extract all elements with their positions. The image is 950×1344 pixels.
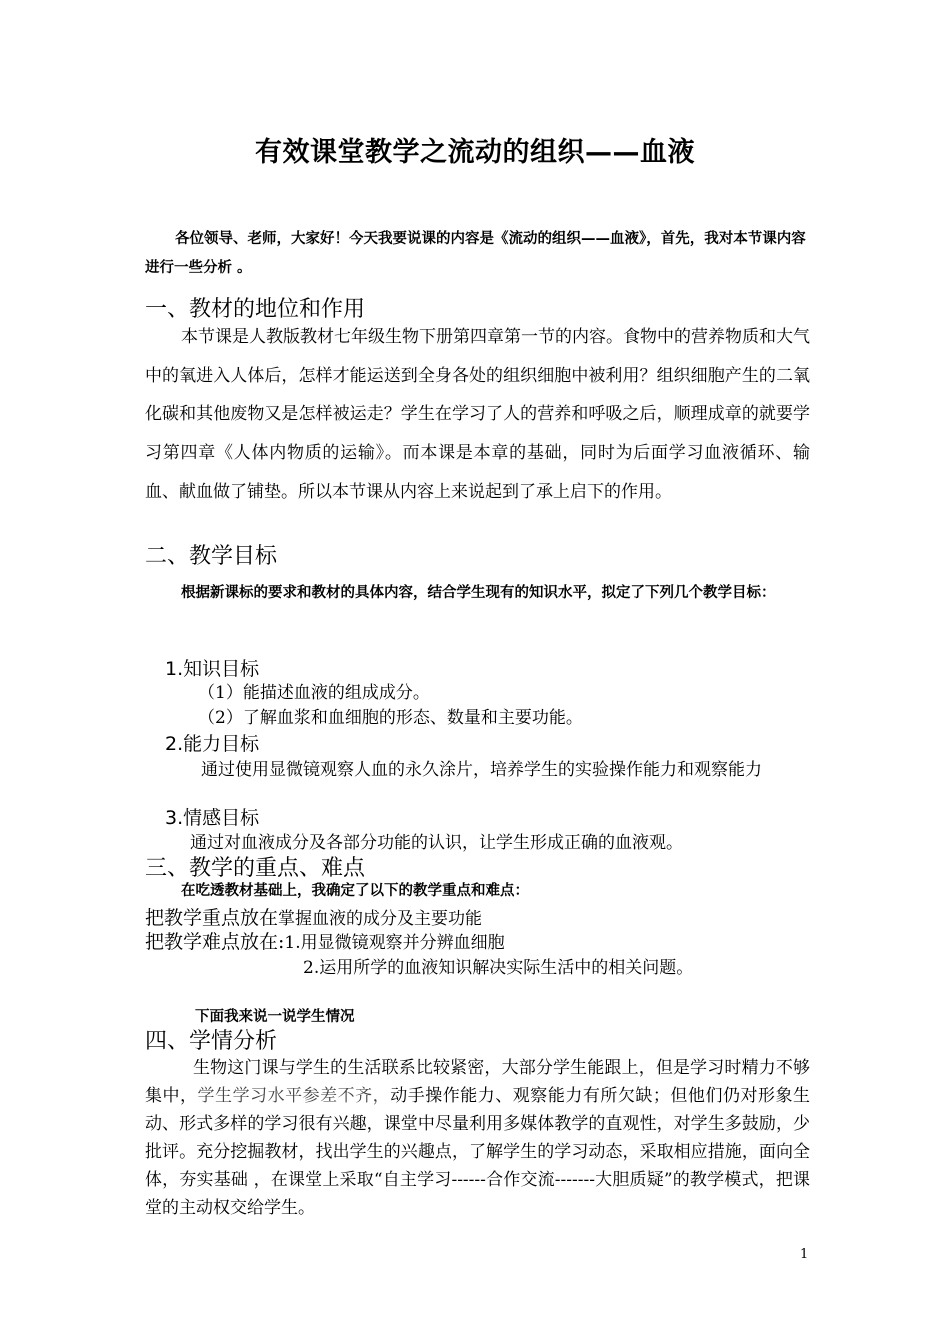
goal1-item-1: （1）能描述血液的组成成分。 (198, 683, 430, 703)
section3-heading: 三、教学的重点、难点 (145, 856, 366, 881)
document-title: 有效课堂教学之流动的组织——血液 (255, 137, 695, 168)
difficulty-item-1: 1.用显微镜观察并分辨血细胞 (284, 933, 505, 953)
goal3-body: 通过对血液成分及各部分功能的认识，让学生形成正确的血液观。 (190, 833, 683, 853)
section4-body-part2: 动手操作能力、观察能力有所欠缺；但他们仍对形象生动、形式多样的学习很有兴趣，课堂中尽量利用多媒体教学的直观性，对学生多鼓励，少批评。充分挖掘教材，找出学生的兴趣点，了解学生的学习动态，采取相应措施，面向全体，夯实基础 ，在课堂上采取“自主学习------合作交流-------大胆质疑”的教学模式，把课堂的主动权交给学生。 (145, 1086, 811, 1218)
goal2-body: 通过使用显微镜观察人血的永久涂片，培养学生的实验操作能力和观察能力 (201, 760, 762, 780)
section4-heading: 四、学情分析 (145, 1029, 278, 1054)
difficulty-item-2: 2.运用所学的血液知识解决实际生活中的相关问题。 (303, 958, 694, 978)
goal3-heading: 3.情感目标 (165, 807, 260, 829)
goal1-heading: 1.知识目标 (165, 658, 260, 680)
section1-heading: 一、教材的地位和作用 (145, 297, 366, 322)
key-point-line (145, 905, 482, 932)
goal1-item-2: （2）了解血浆和血细胞的形态、数量和主要功能。 (198, 708, 583, 728)
section3-lead: 在吃透教材基础上，我确定了以下的教学重点和难点： (181, 883, 529, 899)
key-point-text: 掌握血液的成分及主要功能 (278, 909, 483, 929)
transition-line: 下面我来说一说学生情况 (195, 1009, 355, 1025)
section2-lead: 根据新课标的要求和教材的具体内容，结合学生现有的知识水平，拟定了下列几个教学目标： (181, 585, 776, 601)
intro-paragraph: 各位领导、老师，大家好！今天我要说课的内容是《流动的组织——血液》，首先，我对本节课内容进行一些分析 。 (145, 231, 806, 276)
section1-body: 本节课是人教版教材七年级生物下册第四章第一节的内容。食物中的营养物质和大气中的氧进入人体后，怎样才能运送到全身各处的组织细胞中被利用？组织细胞产生的二氧化碳和其他废物又是怎样被运走？学生在学习了人的营养和呼吸之后，顺理成章的就要学习第四章《人体内物质的运输》。而本课是本章的基础，同时为后面学习血液循环、输血、献血做了铺垫。所以本节课从内容上来说起到了承上启下的作用。 (145, 327, 810, 502)
section4-body-gray: 学生学习水平参差不齐， (197, 1086, 391, 1106)
section4-body (145, 1054, 810, 1222)
key-point-prefix: 把教学重点放在 (145, 907, 279, 929)
section2-heading: 二、教学目标 (145, 544, 278, 569)
difficulty-line (145, 929, 505, 956)
goal2-heading: 2.能力目标 (165, 733, 260, 755)
difficulty-prefix: 把教学难点放在: (145, 931, 285, 953)
page-number: 1 (800, 1247, 809, 1262)
section4-body-part1: 生物这门课与学生的生活联系比较紧密，大部分学生能跟上，但是学习时精力不够集中， (145, 1058, 810, 1106)
